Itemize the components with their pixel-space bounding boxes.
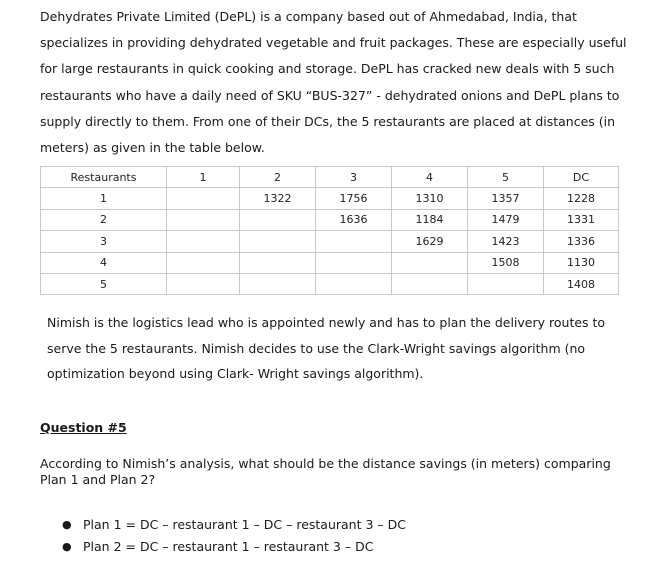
header-col-dc: DC	[544, 167, 619, 188]
table-cell	[167, 231, 240, 252]
table-cell	[240, 273, 316, 294]
plan-1-text: Plan 1 = DC – restaurant 1 – DC – restaurant 3 – DC	[83, 517, 406, 532]
table-cell: 1322	[240, 188, 316, 209]
table-cell	[240, 209, 316, 230]
table-cell: 5	[41, 273, 167, 294]
table-cell: 1184	[392, 209, 468, 230]
table-cell: 1331	[544, 209, 619, 230]
plan-list	[60, 514, 406, 558]
table-cell: 1	[41, 188, 167, 209]
table-cell: 1629	[392, 231, 468, 252]
header-col-3: 3	[316, 167, 392, 188]
table-cell	[167, 188, 240, 209]
list-item	[60, 514, 406, 536]
table-cell: 1130	[544, 252, 619, 273]
table-cell: 1310	[392, 188, 468, 209]
table-cell	[316, 252, 392, 273]
distance-table	[40, 166, 619, 295]
header-col-1: 1	[167, 167, 240, 188]
table-cell	[392, 252, 468, 273]
scenario-paragraph: Nimish is the logistics lead who is appointed newly and has to plan the delivery routes to serve the 5 restaurants. Nimish decides to use the Clark-Wright savings algorithm (no optimization beyond using Clark- Wright savings algorithm).	[47, 315, 606, 381]
table-cell: 1357	[468, 188, 544, 209]
header-col-5: 5	[468, 167, 544, 188]
table-cell	[240, 231, 316, 252]
table-cell: 1423	[468, 231, 544, 252]
table-cell	[468, 273, 544, 294]
table-cell: 1479	[468, 209, 544, 230]
table-cell: 1756	[316, 188, 392, 209]
table-cell	[316, 273, 392, 294]
table-cell: 1408	[544, 273, 619, 294]
table-row	[41, 209, 619, 230]
table-header-row	[41, 167, 619, 188]
table-row	[41, 231, 619, 252]
table-row	[41, 188, 619, 209]
table-cell	[167, 252, 240, 273]
table-cell	[240, 252, 316, 273]
header-col-2: 2	[240, 167, 316, 188]
header-col-4: 4	[392, 167, 468, 188]
bullet-icon: ●	[62, 518, 72, 531]
question-text: According to Nimish’s analysis, what should be the distance savings (in meters) comparing Plan 1 and Plan 2?	[40, 456, 611, 487]
intro-paragraph: Dehydrates Private Limited (DePL) is a company based out of Ahmedabad, India, that specializes in providing dehydrated vegetable and fruit packages. These are especially useful for large restaurants in quick cooking and storage. DePL has cracked new deals with 5 such restaurants who have a daily need of SKU “BUS-327” - dehydrated onions and DePL plans to supply directly to them. From one of their DCs, the 5 restaurants are placed at distances (in meters) as given in the table below.	[40, 9, 627, 156]
table-cell: 3	[41, 231, 167, 252]
bullet-icon: ●	[62, 540, 72, 553]
table-cell	[316, 231, 392, 252]
table-cell: 1636	[316, 209, 392, 230]
header-restaurants: Restaurants	[41, 167, 167, 188]
table-cell: 2	[41, 209, 167, 230]
table-cell	[167, 209, 240, 230]
table-cell: 4	[41, 252, 167, 273]
table-row	[41, 273, 619, 294]
plan-2-text: Plan 2 = DC – restaurant 1 – restaurant 3 – DC	[83, 539, 374, 554]
question-title: Question #5	[40, 420, 127, 435]
table-cell: 1336	[544, 231, 619, 252]
table-cell: 1508	[468, 252, 544, 273]
table-row	[41, 252, 619, 273]
table-cell	[167, 273, 240, 294]
table-cell	[392, 273, 468, 294]
table-cell: 1228	[544, 188, 619, 209]
list-item	[60, 536, 406, 558]
